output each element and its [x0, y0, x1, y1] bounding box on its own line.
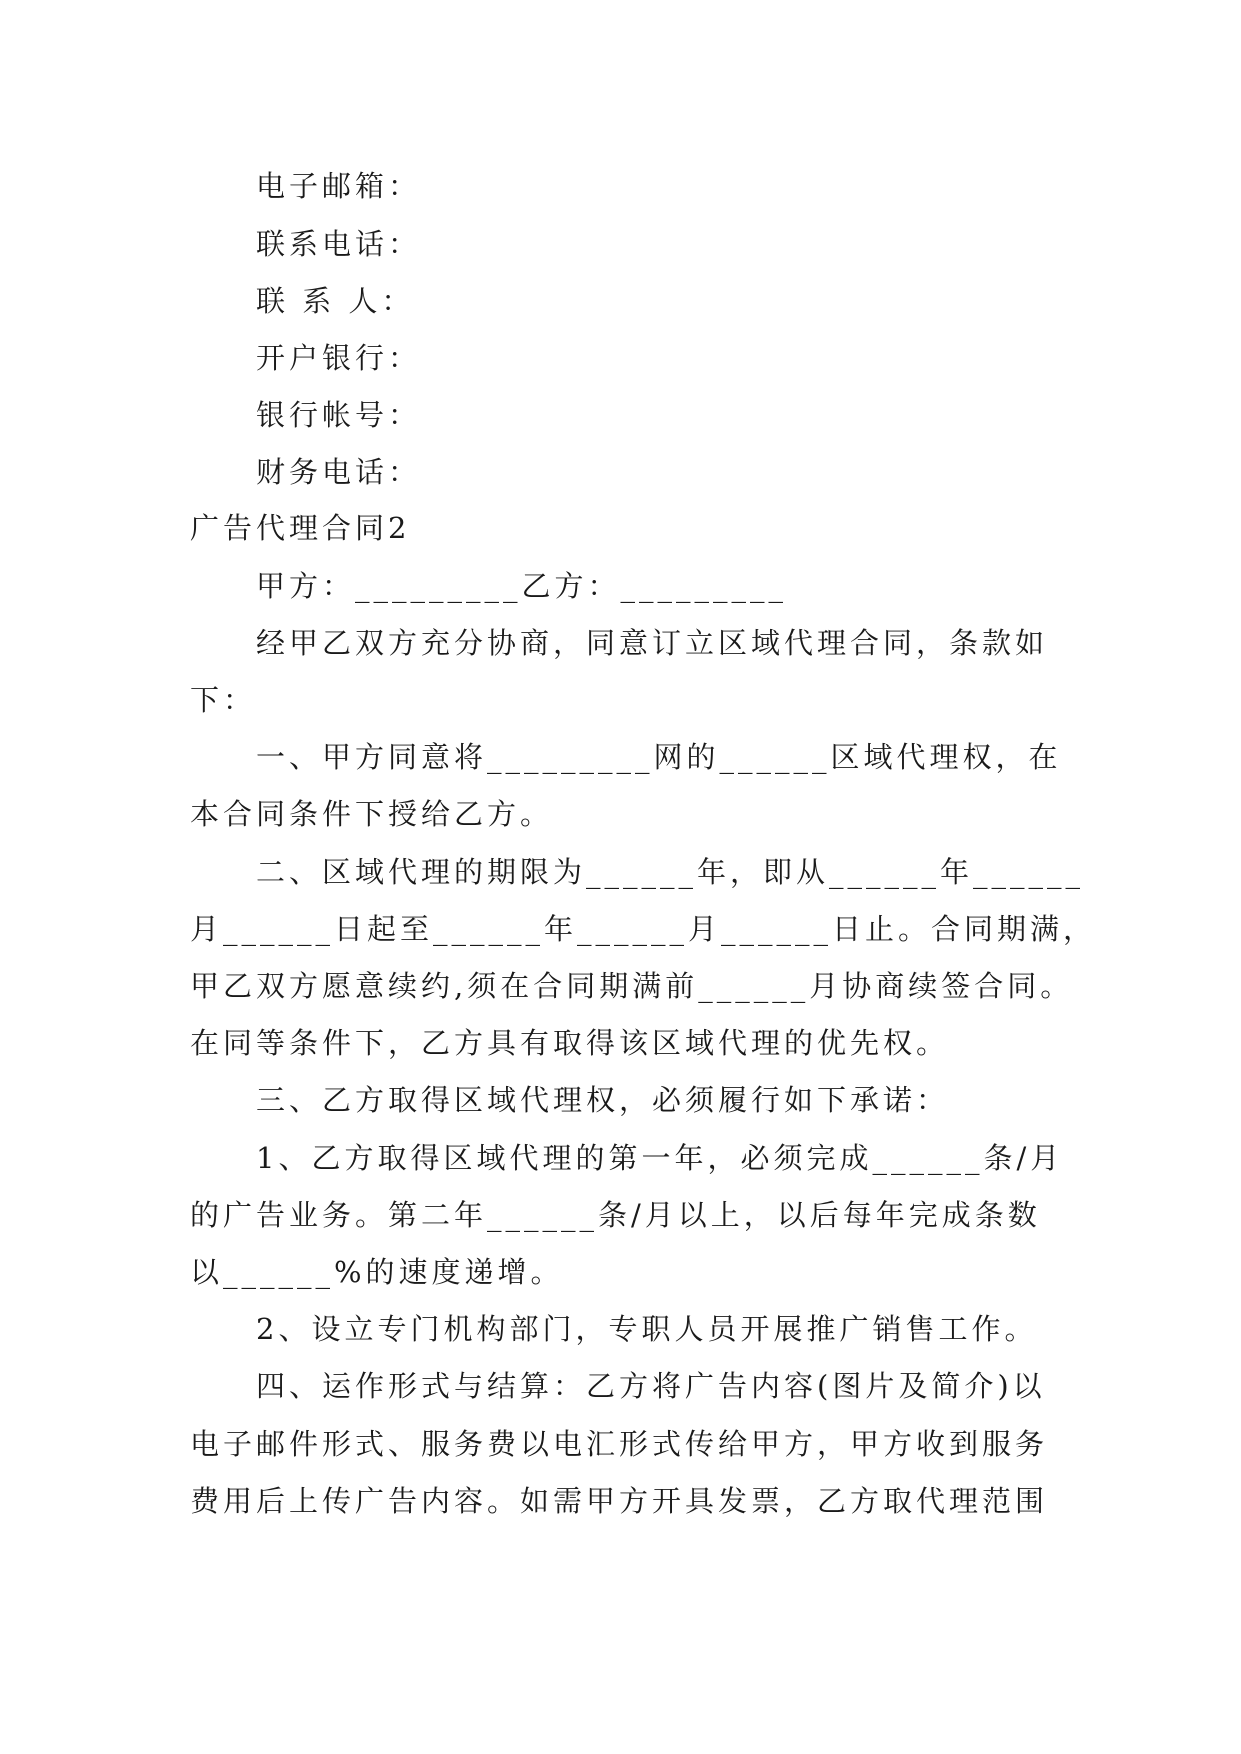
clause-1-line: 一、甲方同意将_________网的______区域代理权，在 — [256, 740, 1062, 774]
clause-1-line: 本合同条件下授给乙方。 — [190, 797, 554, 831]
parties-line: 甲方：_________乙方：_________ — [256, 569, 788, 603]
field-bank-label: 开户银行： — [256, 341, 422, 375]
contract-title: 广告代理合同2 — [190, 511, 411, 545]
clause-2-line: 在同等条件下，乙方具有取得该区域代理的优先权。 — [190, 1026, 950, 1060]
clause-3-item-1-line: 1、乙方取得区域代理的第一年，必须完成______条/月 — [256, 1141, 1064, 1175]
field-phone-label: 联系电话： — [256, 227, 422, 261]
clause-4-line: 四、运作形式与结算：乙方将广告内容(图片及简介)以 — [256, 1369, 1046, 1403]
clause-2-line: 二、区域代理的期限为______年，即从______年______ — [256, 855, 1085, 889]
clause-2-line: 月______日起至______年______月______日止。合同期满， — [190, 912, 1097, 946]
clause-3-item-1-line: 以______%的速度递增。 — [190, 1255, 564, 1289]
clause-4-line: 电子邮件形式、服务费以电汇形式传给甲方，甲方收到服务 — [190, 1427, 1049, 1461]
field-email-label: 电子邮箱： — [256, 169, 422, 203]
field-finance-phone-label: 财务电话： — [256, 455, 422, 489]
paragraph-line: 下： — [190, 683, 257, 717]
clause-4-line: 费用后上传广告内容。如需甲方开具发票，乙方取代理范围 — [190, 1484, 1049, 1518]
clause-3-item-2-line: 2、设立专门机构部门，专职人员开展推广销售工作。 — [256, 1312, 1038, 1346]
paragraph-line: 经甲乙双方充分协商，同意订立区域代理合同，条款如 — [256, 626, 1049, 660]
clause-2-line: 甲乙双方愿意续约,须在合同期满前______月协商续签合同。 — [190, 969, 1074, 1003]
clause-3-line: 三、乙方取得区域代理权，必须履行如下承诺： — [256, 1083, 950, 1117]
field-bank-account-label: 银行帐号： — [256, 398, 422, 432]
clause-3-item-1-line: 的广告业务。第二年______条/月以上，以后每年完成条数 — [190, 1198, 1041, 1232]
field-contact-person-label: 联 系 人： — [256, 284, 415, 318]
